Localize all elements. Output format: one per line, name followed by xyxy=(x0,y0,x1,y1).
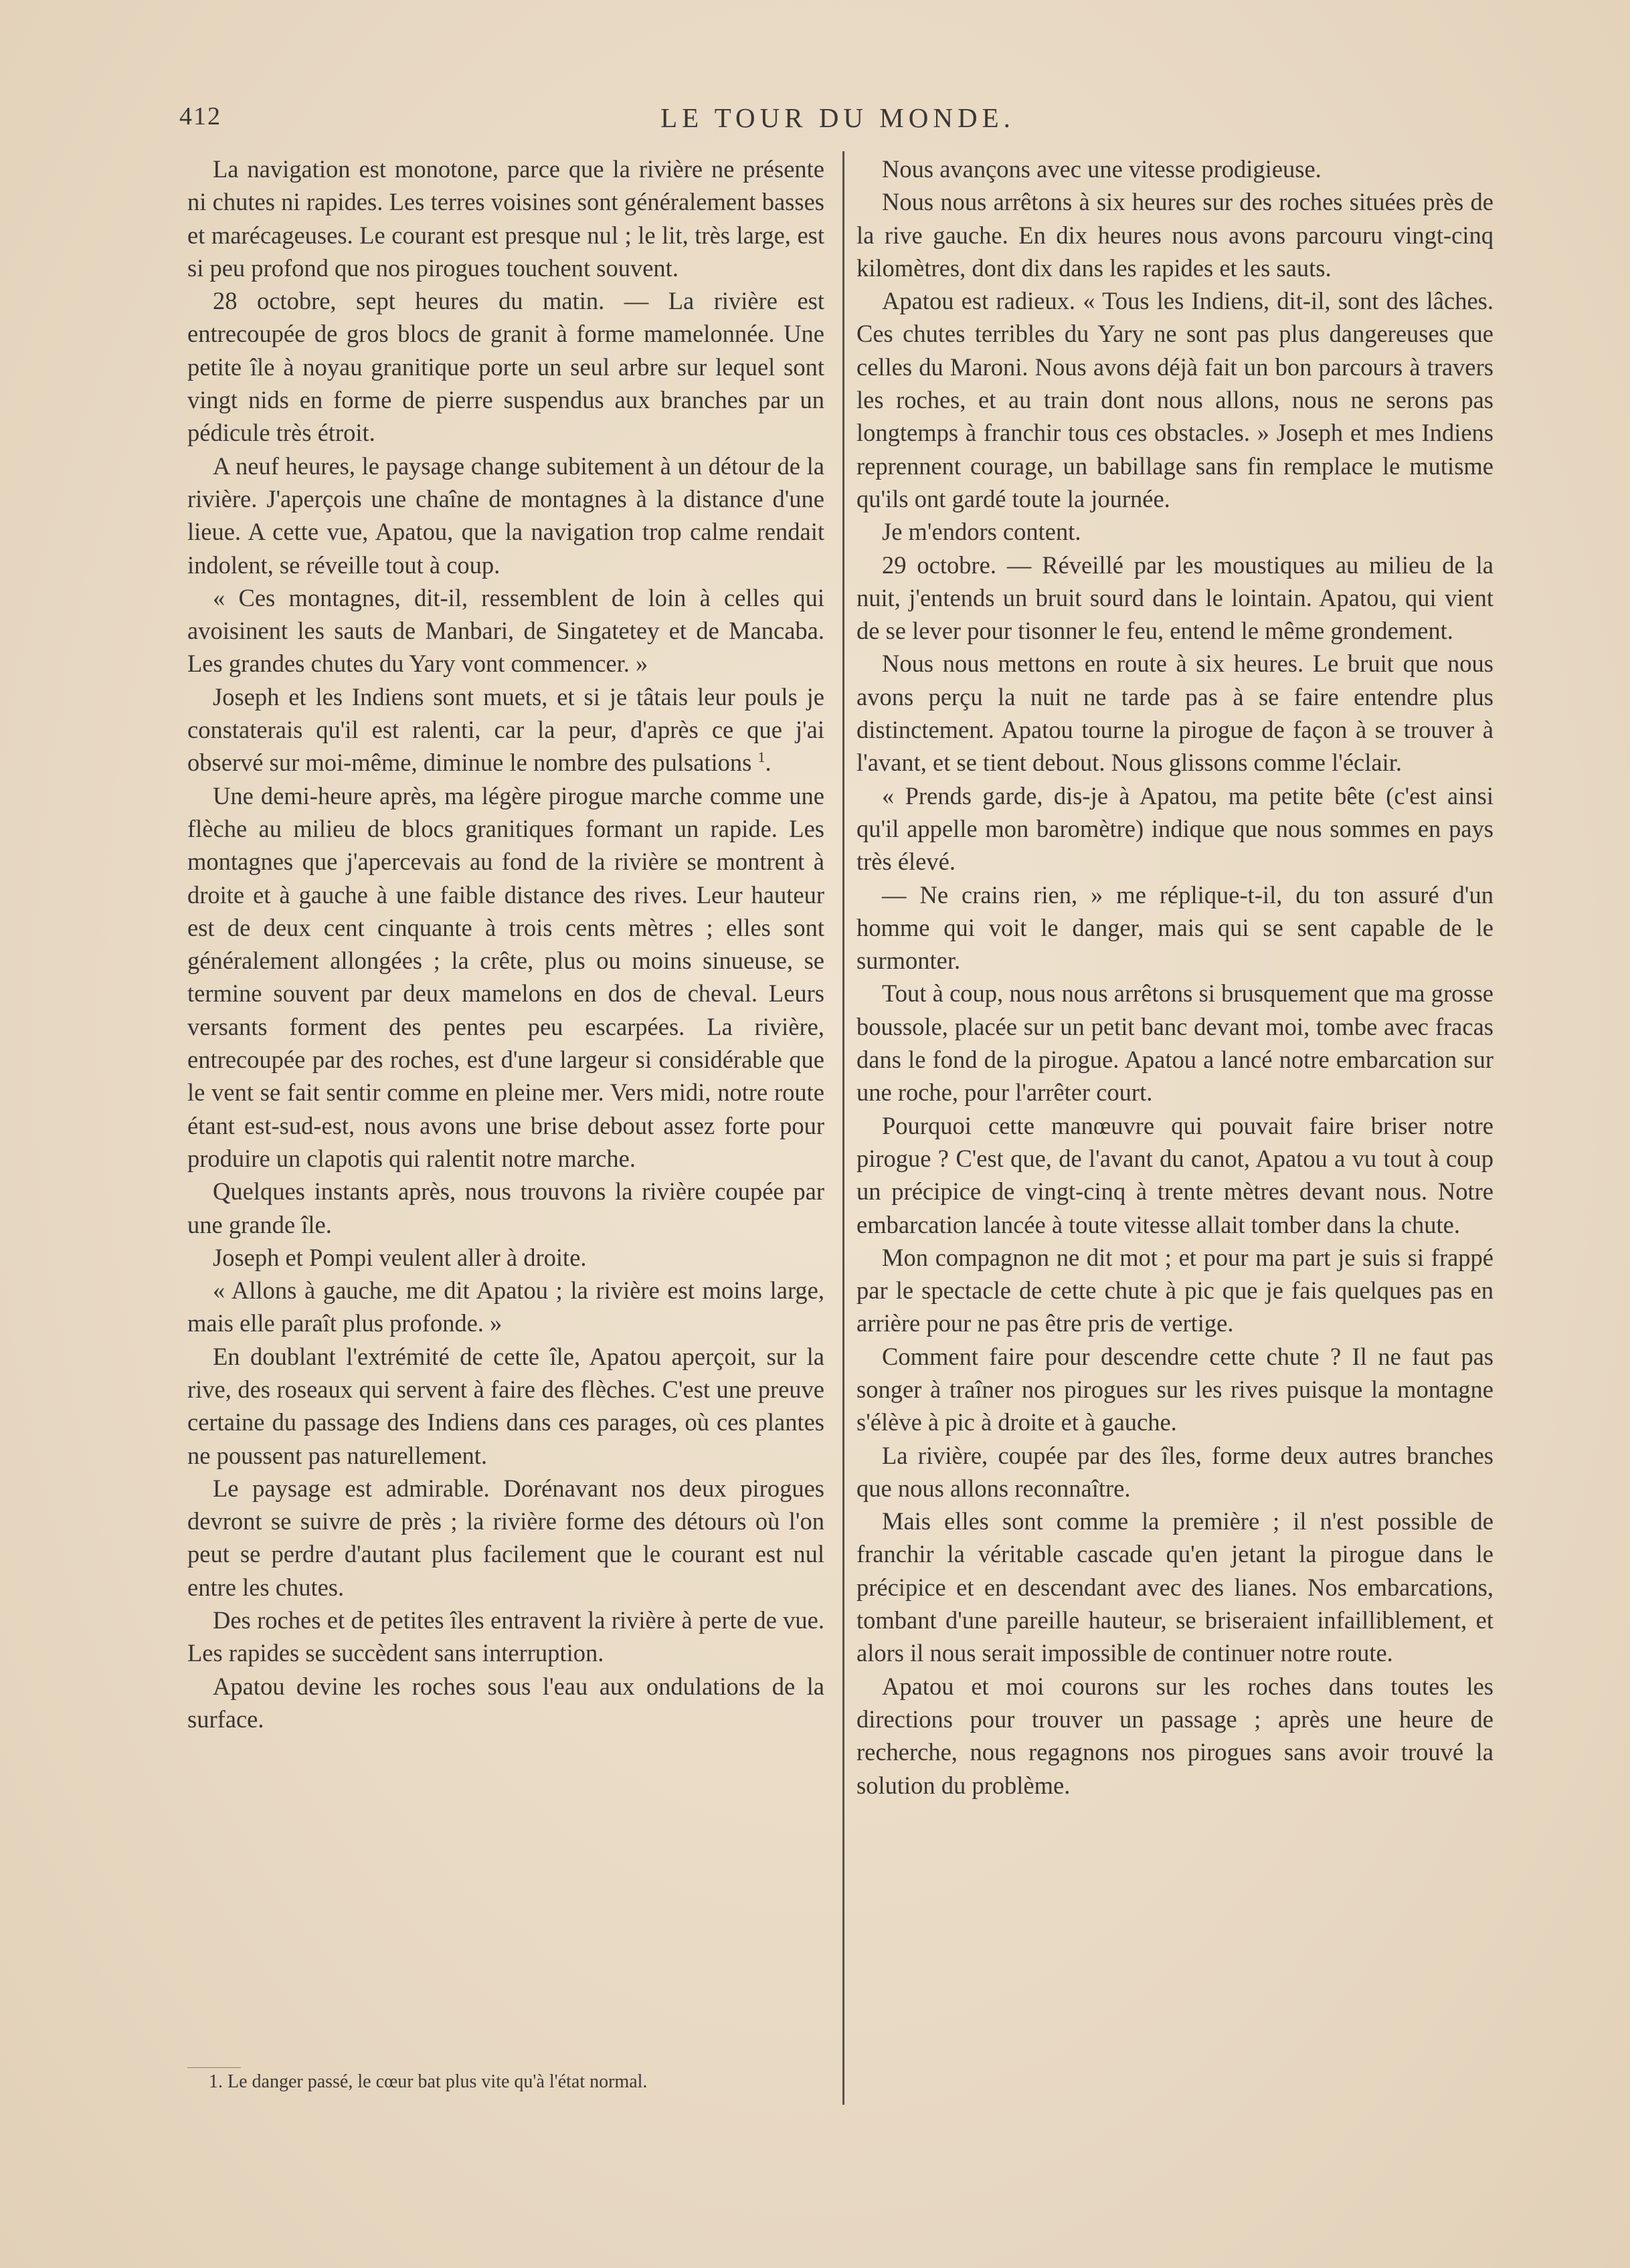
footnote-rule xyxy=(187,2067,241,2068)
page-number: 412 xyxy=(179,102,221,130)
paragraph: « Allons à gauche, me dit Apatou ; la rivière est moins large, mais elle paraît plus profonde. » xyxy=(187,1277,824,1337)
left-column xyxy=(187,153,824,1735)
paragraph: — Ne crains rien, » me réplique-t-il, du ton assuré d'un homme qui voit le danger, mais qui se sent capable de le surmonter. xyxy=(856,880,1493,975)
paragraph: « Ces montagnes, dit-il, ressemblent de loin à celles qui avoisinent les sauts de Manbari, de Singatetey et de Mancaba. Les grandes chutes du Yary vont commencer. » xyxy=(187,583,824,678)
paragraph: Tout à coup, nous nous arrêtons si brusquement que ma grosse boussole, placée sur un petit banc devant moi, tombe avec fracas dans le fond de la pirogue. Apatou a lancé notre embarcation sur une roche, pour l'arrêter court. xyxy=(856,979,1493,1107)
right-column xyxy=(856,153,1493,1802)
paragraph: Quelques instants après, nous trouvons la rivière coupée par une grande île. xyxy=(187,1177,824,1238)
paragraph: En doublant l'extrémité de cette île, Apatou aperçoit, sur la rive, des roseaux qui servent à faire des flèches. C'est une preuve certaine du passage des Indiens dans ces parages, où ces plantes ne poussent pas naturellement. xyxy=(187,1342,824,1469)
paragraph: Des roches et de petites îles entravent la rivière à perte de vue. Les rapides se succèdent sans interruption. xyxy=(187,1606,824,1667)
page-header xyxy=(179,102,1496,142)
paragraph: Comment faire pour descendre cette chute ? Il ne faut pas songer à traîner nos pirogues sur les rives puisque la montagne s'élève à pic à droite et à gauche. xyxy=(856,1342,1493,1436)
paragraph: La rivière, coupée par des îles, forme deux autres branches que nous allons reconnaître. xyxy=(856,1441,1493,1502)
paragraph-with-footnote-ref: Joseph et les Indiens sont muets, et si je tâtais leur pouls je constaterais qu'il est ralenti, car la peur, d'après ce que j'ai observé sur moi-même, diminue le nombre des pulsations $^1$. xyxy=(187,682,824,777)
paragraph: Mon compagnon ne dit mot ; et pour ma part je suis si frappé par le spectacle de cette chute à pic que je fais quelques pas en arrière pour ne pas être pris de vertige. xyxy=(856,1243,1493,1337)
paragraph: Nous avançons avec une vitesse prodigieuse. xyxy=(882,155,1322,183)
running-title: LE TOUR DU MONDE. xyxy=(660,102,1015,133)
paragraph: Le paysage est admirable. Dorénavant nos deux pirogues devront se suivre de près ; la rivière forme des détours où l'on peut se perdre d'autant plus facilement que le courant est nul entre les chutes. xyxy=(187,1474,824,1601)
column-divider xyxy=(842,151,844,2105)
paragraph: Apatou et moi courons sur les roches dans toutes les directions pour trouver un passage ; après une heure de recherche, nous regagnons nos pirogues sans avoir trouvé la solution du problème. xyxy=(856,1672,1493,1799)
paragraph: Apatou est radieux. « Tous les Indiens, dit-il, sont des lâches. Ces chutes terribles du Yary ne sont pas plus dangereuses que celles du Maroni. Nous avons déjà fait un bon parcours à travers les roches, et au train dont nous allons, nous ne serons pas longtemps à franchir tous ces obstacles. » Joseph et mes Indiens reprennent courage, un babillage sans fin remplace le mutisme qu'ils ont gardé toute la journée. xyxy=(856,287,1493,512)
paragraph: Une demi-heure après, ma légère pirogue marche comme une flèche au milieu de blocs granitiques formant un rapide. Les montagnes que j'apercevais au fond de la rivière se montrent à droite et à gauche à une faible distance des rives. Leur hauteur est de deux cent cinquante à trois cents mètres ; elles sont généralement allongées ; la crête, plus ou moins sinueuse, se termine souvent par deux mamelons en dos de cheval. Leurs versants forment des pentes peu escarpées. La rivière, entrecoupée par des roches, est d'une largeur si considérable que le vent se fait sentir comme en pleine mer. Vers midi, notre route étant est-sud-est, nous avons une brise debout assez forte pour produire un clapotis qui ralentit notre marche. xyxy=(187,781,824,1172)
paragraph: 28 octobre, sept heures du matin. — La rivière est entrecoupée de gros blocs de granit à forme mamelonnée. Une petite île à noyau granitique porte un seul arbre sur lequel sont vingt nids en forme de pierre suspendus aux branches par un pédicule très étroit. xyxy=(187,287,824,447)
paragraph: Pourquoi cette manœuvre qui pouvait faire briser notre pirogue ? C'est que, de l'avant du canot, Apatou a vu tout à coup un précipice de vingt-cinq à trente mètres devant nous. Notre embarcation lancée à toute vitesse allait tomber dans la chute. xyxy=(856,1111,1493,1238)
paragraph: Joseph et Pompi veulent aller à droite. xyxy=(213,1243,587,1271)
paragraph-text: Joseph et les Indiens sont muets, et si je tâtais leur pouls je constaterais qu'il est ralenti, car la peur, d'après ce que j'ai observé sur moi-même, diminue le nombre des pulsations xyxy=(187,682,824,777)
paragraph: Nous nous mettons en route à six heures. Le bruit que nous avons perçu la nuit ne tarde pas à se faire entendre plus distinctement. Apatou tourne la pirogue de façon à se trouver à l'avant, et se tient debout. Nous glissons comme l'éclair. xyxy=(856,650,1493,777)
paragraph: Apatou devine les roches sous l'eau aux ondulations de la surface. xyxy=(187,1672,824,1733)
paragraph: 29 octobre. — Réveillé par les moustiques au milieu de la nuit, j'entends un bruit sourd dans le lointain. Apatou, qui vient de se lever pour tisonner le feu, entend le même grondement. xyxy=(856,551,1493,645)
paragraph: Mais elles sont comme la première ; il n'est possible de franchir la véritable cascade qu'en jetant la pirogue dans le précipice et en descendant avec des lianes. Nos embarcations, tombant d'une pareille hauteur, se briseraient infailliblement, et alors il nous serait impossible de continuer notre route. xyxy=(856,1507,1493,1667)
footnote: 1. Le danger passé, le cœur bat plus vite qu'à l'état normal. xyxy=(209,2071,648,2092)
paragraph: « Prends garde, dis-je à Apatou, ma petite bête (c'est ainsi qu'il appelle mon baromètre) indique que nous sommes en pays très élevé. xyxy=(856,781,1493,876)
paragraph: A neuf heures, le paysage change subitement à un détour de la rivière. J'aperçois une chaîne de montagnes à la distance d'une lieue. A cette vue, Apatou, que la navigation trop calme rendait indolent, se réveille tout à coup. xyxy=(187,452,824,579)
footnote-marker: 1 xyxy=(757,749,765,766)
paragraph: La navigation est monotone, parce que la rivière ne présente ni chutes ni rapides. Les terres voisines sont généralement basses et marécageuses. Le courant est presque nul ; le lit, très large, est si peu profond que nos pirogues touchent souvent. xyxy=(187,155,824,282)
paragraph: Je m'endors content. xyxy=(882,518,1081,546)
paragraph: Nous nous arrêtons à six heures sur des roches situées près de la rive gauche. En dix heures nous avons parcouru vingt-cinq kilomètres, dont dix dans les rapides et les sauts. xyxy=(856,188,1493,282)
